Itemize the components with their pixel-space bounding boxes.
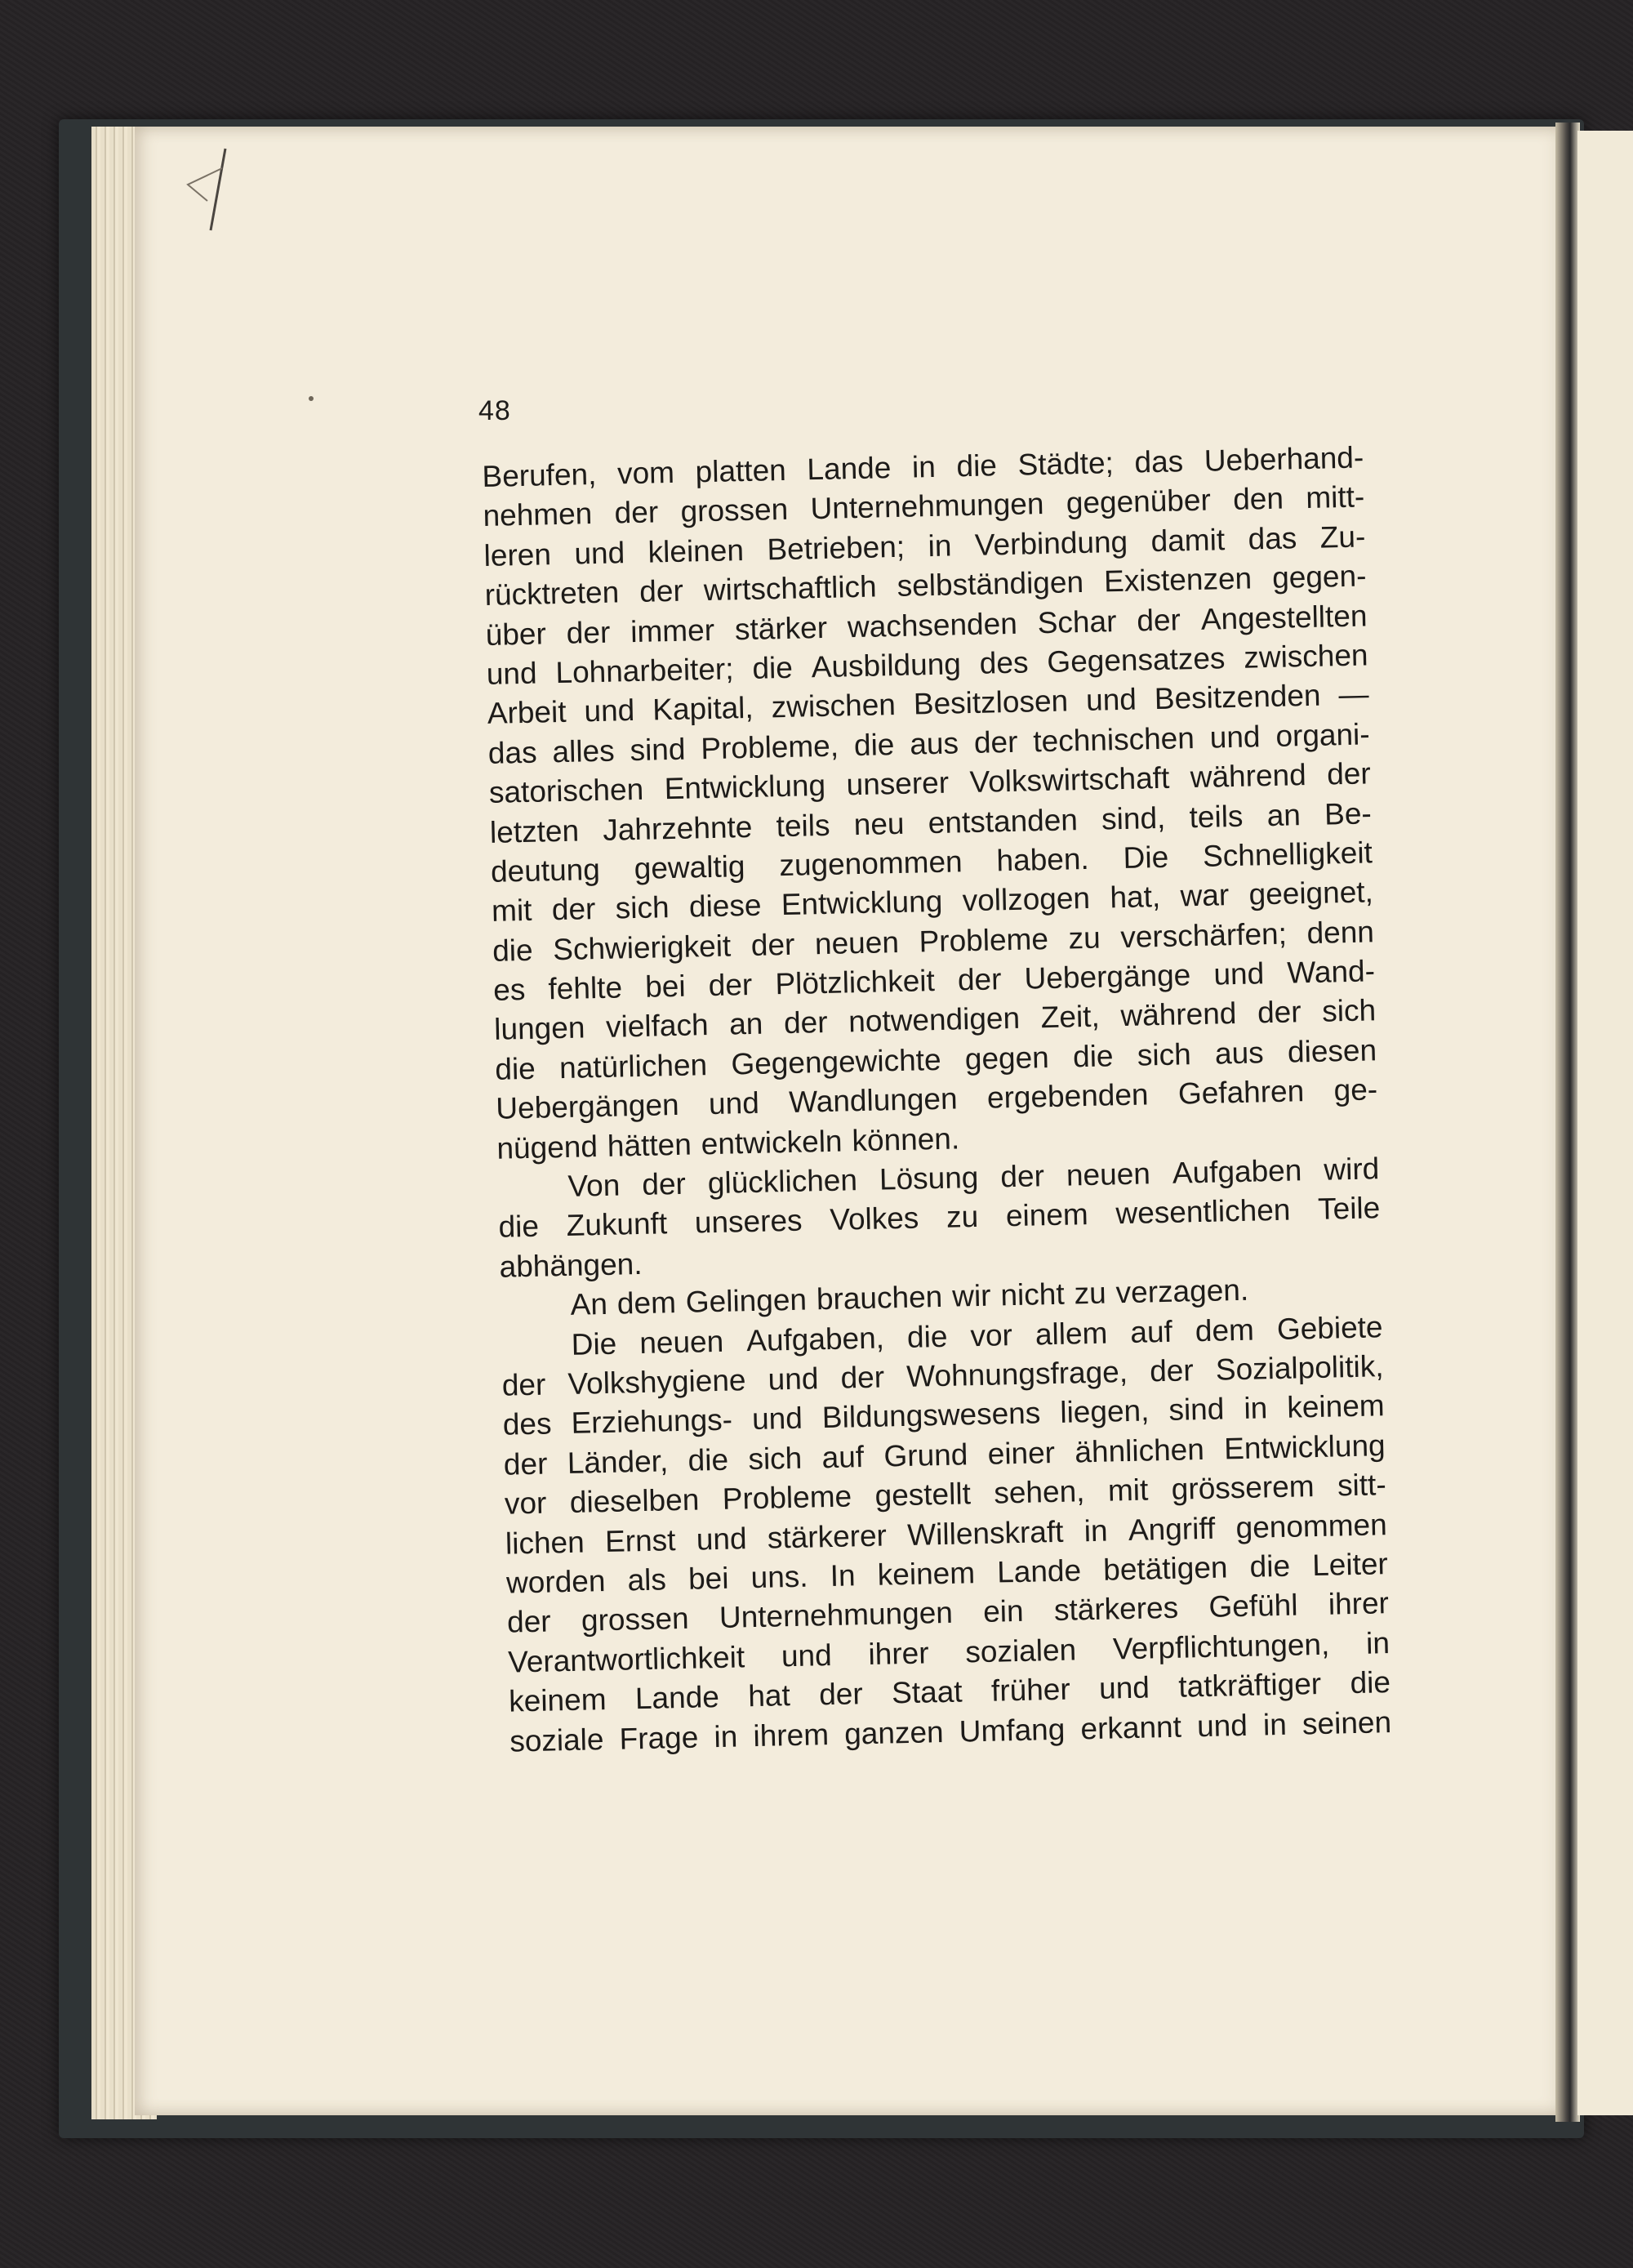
word: der [551, 892, 596, 927]
word: verzagen. [1115, 1272, 1249, 1310]
word: gegenüber [1066, 483, 1212, 520]
word: gewaltig [634, 849, 745, 885]
word: hat, [1109, 880, 1161, 915]
word: letzten [489, 813, 580, 849]
word: ganzen [843, 1714, 945, 1751]
word: grossen [581, 1602, 690, 1638]
word: Besitzenden [1154, 679, 1321, 716]
word: mit [491, 893, 532, 929]
word: Wohnungsfrage, [905, 1354, 1128, 1393]
word: Probleme [919, 921, 1049, 959]
word: Umfang [959, 1712, 1066, 1749]
word: Probleme [722, 1479, 852, 1517]
word: — [1338, 677, 1369, 712]
word: ein [982, 1594, 1025, 1629]
word: vor [969, 1317, 1013, 1352]
word: Staat [891, 1674, 963, 1710]
word: brauchen [816, 1280, 943, 1317]
word: der [1257, 995, 1302, 1030]
facing-page-edge [1577, 131, 1633, 2115]
word: das [1248, 521, 1297, 556]
word: war [1180, 878, 1230, 913]
word: in [1243, 1391, 1268, 1426]
word: Gelingen [685, 1282, 808, 1319]
word: auf [1129, 1314, 1173, 1349]
word: alles [552, 733, 616, 769]
word: stärkerer [767, 1518, 888, 1555]
word: des [979, 645, 1029, 680]
word: Verpflichtungen, [1112, 1627, 1330, 1666]
word: es [492, 973, 526, 1007]
word: Sozialpolitik, [1215, 1349, 1384, 1387]
word: vielfach [605, 1008, 709, 1045]
word: und [696, 1521, 747, 1557]
word: Aufgaben, [745, 1321, 885, 1357]
word: die [1072, 1039, 1114, 1074]
word: lichen [505, 1525, 585, 1561]
word: der [973, 724, 1018, 760]
word: vor [504, 1486, 547, 1521]
word: Entwicklung [664, 769, 826, 806]
word: Aufgaben [1172, 1153, 1302, 1190]
word: fehlte [548, 970, 623, 1006]
word: zu [1068, 920, 1101, 956]
word: gegen [964, 1040, 1050, 1076]
word: Von [567, 1168, 621, 1203]
word: aus [909, 726, 959, 761]
word: grösserem [1171, 1469, 1315, 1507]
word: Angriff [1128, 1511, 1216, 1547]
word: ge- [1333, 1072, 1378, 1107]
word: Kapital, [652, 691, 754, 727]
word: und [768, 1361, 819, 1397]
word: in [911, 449, 937, 484]
word: notwendigen [848, 1001, 1021, 1039]
word: keinem [508, 1682, 607, 1718]
word: Die [571, 1326, 617, 1361]
word: rücktreten [484, 575, 620, 613]
word: Bildungswesens [821, 1396, 1041, 1435]
word: geeignet, [1248, 875, 1374, 911]
word: sich [1137, 1037, 1192, 1072]
word: der [501, 1367, 546, 1402]
word: sind, [1101, 800, 1166, 836]
word: des [502, 1406, 552, 1442]
word: an [728, 1007, 763, 1042]
word: Ausbildung [811, 647, 962, 684]
word: technischen [1032, 720, 1195, 759]
word: Frage [619, 1720, 699, 1756]
word: unserer [846, 765, 950, 802]
word: diese [688, 888, 762, 924]
word: hätten [607, 1127, 692, 1163]
word: Gefahren [1177, 1074, 1305, 1111]
word: ihrer [868, 1636, 929, 1671]
word: ähnlichen [1074, 1432, 1205, 1469]
word: in [928, 528, 952, 563]
word: haben. [996, 841, 1090, 878]
word: über [485, 616, 547, 652]
word: Entwicklung [1223, 1428, 1386, 1466]
word: Zukunft [566, 1206, 668, 1243]
word: und [781, 1638, 833, 1673]
word: dem [616, 1285, 677, 1321]
word: wachsenden [847, 606, 1018, 644]
word: unseres [694, 1204, 803, 1240]
word: Uebergänge [1024, 958, 1191, 996]
word: Gebiete [1276, 1309, 1383, 1346]
word: Besitzlosen [913, 684, 1069, 721]
word: wird [1323, 1152, 1380, 1187]
word: Gegengewichte [730, 1042, 941, 1081]
word: Volkes [829, 1201, 919, 1237]
word: In [830, 1558, 857, 1593]
word: entstanden [928, 802, 1079, 840]
word: Ueberhand- [1204, 440, 1364, 478]
word: Ernst [604, 1522, 676, 1558]
word: können. [852, 1121, 960, 1157]
word: Verbindung [974, 524, 1128, 562]
word: Be- [1324, 795, 1373, 831]
body-text [482, 438, 1392, 1761]
word: und [1196, 1708, 1248, 1743]
word: Grund [883, 1437, 968, 1473]
word: der [566, 615, 611, 650]
word: ihrer [1328, 1586, 1390, 1622]
word: immer [630, 613, 715, 648]
word: der [783, 1005, 829, 1040]
word: die [498, 1210, 540, 1245]
word: Unternehmungen [719, 1596, 954, 1635]
word: kleinen [647, 532, 745, 569]
word: Unternehmungen [810, 487, 1044, 526]
word: der [957, 962, 1002, 997]
word: in [1262, 1707, 1288, 1741]
word: worden [505, 1563, 606, 1600]
word: und [1213, 956, 1265, 991]
word: und [584, 693, 635, 729]
word: der [818, 1677, 864, 1712]
word: Betrieben; [766, 529, 905, 567]
word: und [1098, 1670, 1150, 1705]
word: und [1085, 682, 1137, 718]
word: der [614, 495, 659, 530]
word: Verantwortlichkeit [507, 1640, 745, 1679]
word: neuen [1066, 1156, 1151, 1192]
word: Städte; [1017, 446, 1115, 482]
word: satorischen [488, 772, 644, 810]
word: Wand- [1286, 954, 1376, 990]
word: in [1365, 1625, 1390, 1660]
word: denn [1306, 914, 1375, 950]
word: einer [987, 1435, 1056, 1471]
word: Willenskraft [906, 1514, 1064, 1552]
word: Lösung [879, 1160, 979, 1196]
word: dem [1195, 1312, 1255, 1348]
word: früher [990, 1672, 1071, 1708]
word: sich [747, 1441, 803, 1476]
word: stärker [734, 610, 828, 646]
word: und [1209, 720, 1261, 755]
word: Lohnarbeiter; [555, 652, 734, 690]
word: lungen [493, 1010, 585, 1047]
word: auf [821, 1439, 865, 1474]
word: zwischen [1243, 638, 1368, 675]
word: vom [616, 455, 675, 491]
word: liegen, [1059, 1393, 1150, 1430]
word: damit [1150, 522, 1226, 558]
word: selbständigen [897, 565, 1084, 604]
word: Schar [1037, 604, 1117, 639]
word: stärkeres [1053, 1591, 1179, 1628]
word: Jahrzehnte [602, 809, 753, 847]
word: Volkshygiene [567, 1363, 746, 1401]
word: keinem [877, 1556, 976, 1592]
word: sozialen [964, 1633, 1077, 1669]
word: bei [644, 969, 687, 1004]
word: keinem [1286, 1388, 1386, 1425]
word: der [506, 1604, 552, 1639]
word: wesentlichen [1115, 1193, 1291, 1231]
word: deutung [490, 852, 601, 889]
word: neu [853, 806, 905, 841]
word: betätigen [1102, 1550, 1228, 1587]
word: nicht [1000, 1277, 1066, 1312]
word: den [1232, 481, 1284, 517]
word: die [853, 727, 895, 762]
word: der [641, 1166, 687, 1201]
word: natürlichen [558, 1048, 708, 1085]
word: ihrem [753, 1717, 830, 1753]
word: verschärfen; [1119, 916, 1288, 954]
word: die [492, 933, 534, 968]
word: die [687, 1442, 729, 1477]
word: während [1119, 996, 1237, 1033]
word: Zeit, [1040, 1000, 1101, 1035]
word: der [1136, 602, 1181, 638]
word: teils [776, 808, 830, 843]
word: entwickeln [701, 1124, 843, 1161]
word: der [503, 1446, 548, 1482]
word: Teile [1317, 1191, 1381, 1227]
word: sich [1321, 993, 1377, 1029]
word: und [708, 1086, 760, 1121]
word: uns. [750, 1559, 808, 1595]
word: an [1266, 797, 1302, 832]
word: das [487, 735, 537, 770]
word: die [751, 650, 794, 685]
word: sind [1168, 1392, 1225, 1428]
word: gegen- [1271, 559, 1367, 595]
word: Leiter [1311, 1547, 1389, 1583]
book-gutter [1555, 123, 1580, 2122]
word: Angestellten [1200, 598, 1368, 636]
word: zu [1074, 1276, 1107, 1311]
word: die [1350, 1665, 1391, 1700]
word: sich [615, 890, 670, 925]
word: in [1083, 1513, 1109, 1548]
word: hat [747, 1678, 791, 1713]
word: und [751, 1401, 803, 1437]
word: und [573, 535, 625, 571]
word: neuen [814, 925, 900, 960]
word: sind [630, 732, 686, 767]
word: das [1134, 444, 1184, 479]
word: der [1149, 1353, 1195, 1388]
word: zu [946, 1200, 979, 1235]
word: platten [695, 452, 787, 489]
word: Arbeit [487, 695, 567, 731]
word: Uebergängen [495, 1088, 680, 1126]
word: Erziehungs- [571, 1402, 733, 1441]
word: als [627, 1562, 667, 1597]
word: die [906, 1319, 948, 1354]
word: Probleme, [700, 729, 839, 765]
word: die [1249, 1548, 1291, 1584]
word: nügend [496, 1129, 598, 1165]
word: Schnelligkeit [1202, 835, 1373, 873]
word: tatkräftiger [1177, 1667, 1322, 1704]
word: neuen [639, 1324, 724, 1360]
word: Entwicklung [781, 884, 943, 922]
word: gestellt [874, 1477, 972, 1513]
word: Plötzlichkeit [774, 964, 936, 1001]
word: Lande [634, 1680, 720, 1716]
word: einem [1005, 1197, 1089, 1233]
word: die [494, 1051, 536, 1086]
word: organi- [1275, 717, 1371, 753]
word: allem [1035, 1316, 1108, 1352]
word: teils [1189, 799, 1244, 834]
word: der [708, 968, 753, 1003]
word: wir [951, 1278, 991, 1313]
word: Die [1123, 840, 1169, 875]
word: der [999, 1159, 1045, 1194]
word: Gefühl [1208, 1588, 1298, 1624]
word: erkannt [1080, 1709, 1182, 1745]
word: genommen [1235, 1507, 1388, 1544]
word: mit [1107, 1473, 1149, 1508]
word: abhängen. [499, 1246, 643, 1284]
word: Zu- [1319, 519, 1366, 555]
word: Länder, [567, 1444, 669, 1480]
word: Lande [996, 1553, 1082, 1589]
word: sehen, [993, 1474, 1085, 1510]
word: diesen [1287, 1033, 1377, 1069]
word: grossen [680, 492, 789, 529]
word: der [840, 1360, 885, 1395]
word: der [639, 573, 684, 608]
word: der [750, 927, 795, 962]
word: und [486, 656, 537, 691]
word: bei [687, 1561, 729, 1596]
word: dieselben [569, 1482, 700, 1520]
word: nehmen [483, 497, 593, 533]
ink-speck [309, 396, 314, 401]
word: vollzogen [962, 881, 1091, 918]
word: während [1190, 758, 1307, 795]
word: die [956, 448, 998, 483]
page-number: 48 [478, 395, 511, 426]
pencil-corner-mark [178, 145, 251, 235]
word: aus [1214, 1036, 1265, 1071]
word: ergebenden [986, 1077, 1149, 1115]
word: Gegensatzes [1046, 641, 1226, 679]
word: Wandlungen [788, 1081, 958, 1120]
word: Berufen, [482, 457, 597, 493]
word: leren [483, 537, 552, 573]
word: seinen [1302, 1704, 1392, 1740]
word: Existenzen [1103, 561, 1253, 599]
word: An [570, 1287, 608, 1322]
word: wirtschaftlich [703, 569, 878, 608]
word: glücklichen [707, 1163, 858, 1201]
word: zugenommen [778, 844, 963, 883]
word: der [1326, 756, 1372, 791]
word: zwischen [771, 688, 897, 724]
word: mitt- [1305, 479, 1365, 515]
word: in [714, 1719, 738, 1753]
word: Schwierigkeit [552, 929, 732, 966]
word: sitt- [1337, 1468, 1387, 1503]
word: soziale [509, 1722, 604, 1758]
word: Volkswirtschaft [969, 760, 1170, 800]
word: Lande [806, 451, 892, 487]
